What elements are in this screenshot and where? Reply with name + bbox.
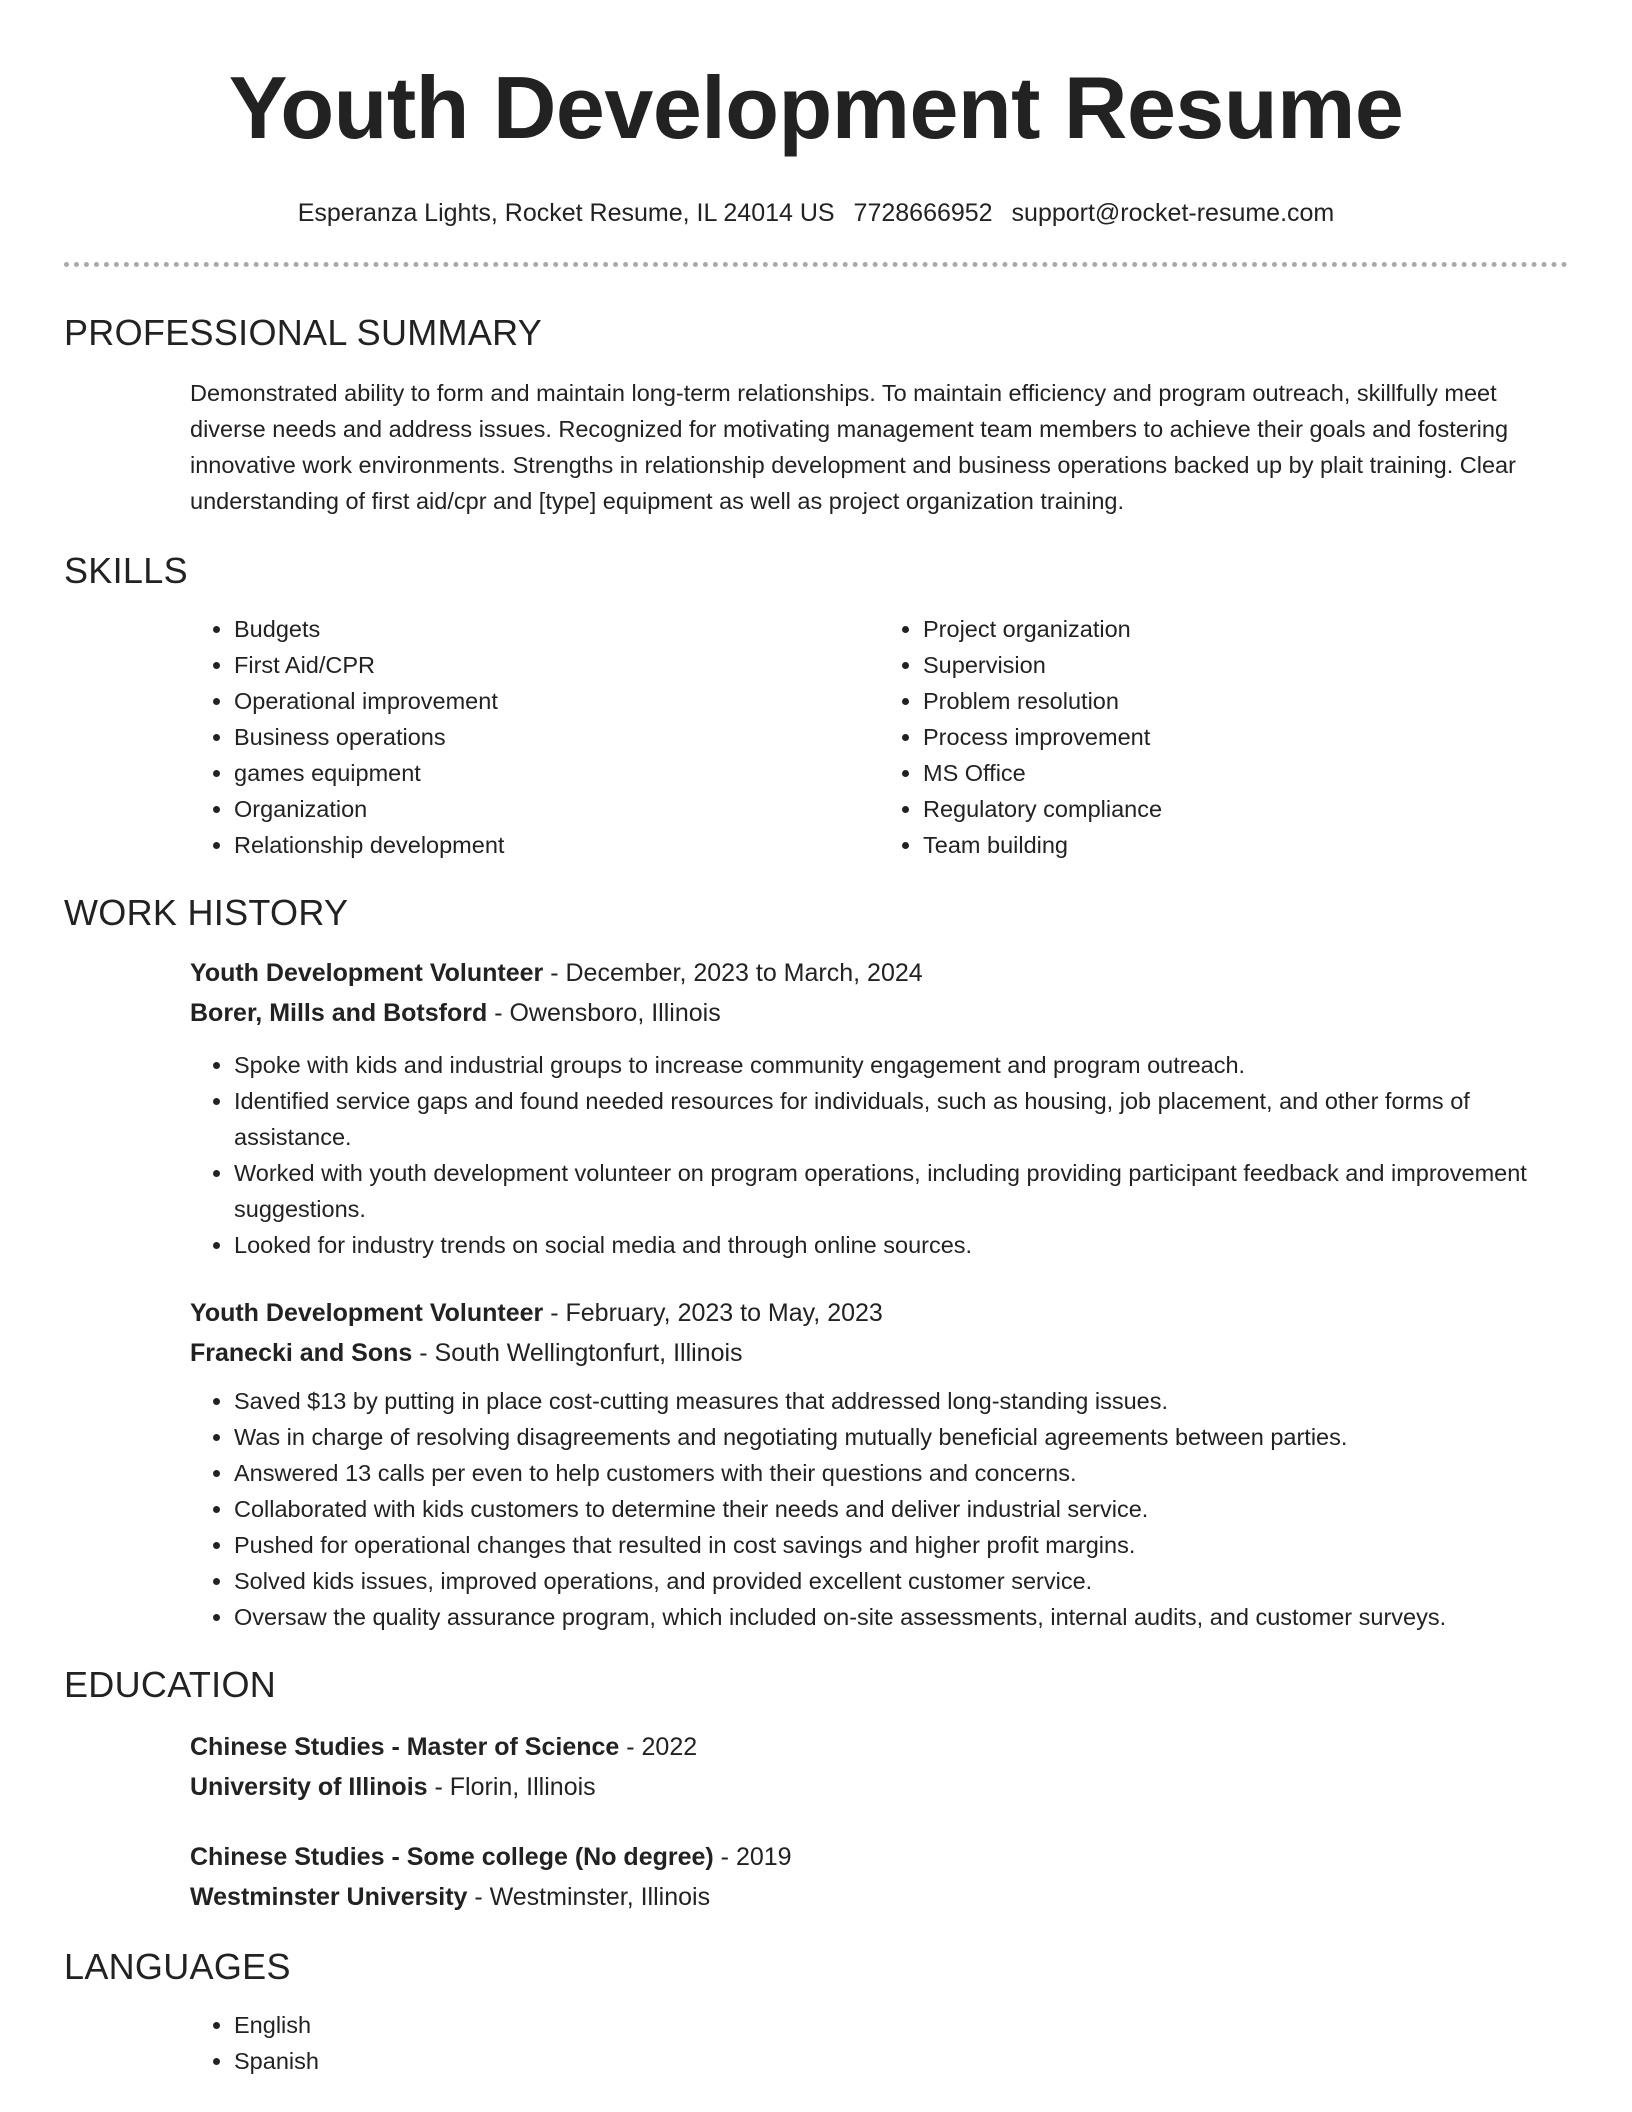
list-item: • Operational improvement (234, 683, 879, 719)
list-item: • Was in charge of resolving disagreements and negotiating mutually beneficial agreements between parties. (234, 1419, 1568, 1455)
header-divider (64, 262, 1568, 267)
job-company-line (190, 1333, 1568, 1373)
skills-section (190, 611, 1568, 863)
job-dates: - February, 2023 to May, 2023 (543, 1299, 883, 1327)
list-item: • Regulatory compliance (923, 791, 1568, 827)
skills-heading: SKILLS (64, 550, 188, 591)
list-item: • Supervision (923, 647, 1568, 683)
summary-text: Demonstrated ability to form and maintain long-term relationships. To maintain efficiency and program outreach, skillfully meet diverse needs and address issues. Recognized for motivating management team members to achieve their goals and fostering innovative work environments. Strengths in relationship development and business operations backed up by plait training. Clear understanding of first aid/cpr and [type] equipment as well as project organization training. (190, 380, 1516, 514)
summary-section (190, 375, 1568, 519)
list-item: • Identified service gaps and found needed resources for individuals, such as housing, job placement, and other forms of assistance. (234, 1083, 1568, 1155)
skills-list-right (879, 611, 1568, 863)
education-location: - Florin, Illinois (427, 1773, 596, 1801)
list-item: • Budgets (234, 611, 879, 647)
list-item: • Spoke with kids and industrial groups to increase community engagement and program outreach. (234, 1047, 1568, 1083)
education-school: University of Illinois (190, 1773, 428, 1801)
education-year: - 2022 (619, 1733, 698, 1761)
education-school-line (190, 1767, 1568, 1807)
job-company-line (190, 993, 1568, 1033)
list-item: • Oversaw the quality assurance program, which included on-site assessments, internal audits, and customer surveys. (234, 1599, 1568, 1635)
skills-columns (190, 611, 1568, 863)
job-title: Youth Development Volunteer (190, 959, 544, 987)
list-item: • Looked for industry trends on social media and through online sources. (234, 1227, 1568, 1263)
job-location: - South Wellingtonfurt, Illinois (412, 1339, 743, 1367)
job-bullets (190, 1047, 1568, 1263)
education-section (190, 1727, 1568, 1917)
contact-email: support@rocket-resume.com (1011, 199, 1335, 227)
languages-list (190, 2007, 1568, 2079)
job-title-line (190, 1293, 1568, 1333)
job-company: Franecki and Sons (190, 1339, 413, 1367)
job-location: - Owensboro, Illinois (487, 999, 721, 1027)
education-school: Westminster University (190, 1883, 468, 1911)
list-item: • Spanish (234, 2043, 1568, 2079)
list-item: • Relationship development (234, 827, 879, 863)
education-location: - Westminster, Illinois (467, 1883, 711, 1911)
list-item: • Pushed for operational changes that resulted in cost savings and higher profit margins. (234, 1527, 1568, 1563)
education-entry (190, 1727, 1568, 1807)
education-heading: EDUCATION (64, 1664, 277, 1705)
contact-address: Esperanza Lights, Rocket Resume, IL 24014 US (297, 199, 835, 227)
list-item: • First Aid/CPR (234, 647, 879, 683)
list-item: • Collaborated with kids customers to determine their needs and deliver industrial service. (234, 1491, 1568, 1527)
languages-section (190, 2007, 1568, 2079)
list-item: • MS Office (923, 755, 1568, 791)
education-school-line (190, 1877, 1568, 1917)
education-year: - 2019 (713, 1843, 792, 1871)
list-item: • Worked with youth development volunteer on program operations, including providing participant feedback and improvement suggestions. (234, 1155, 1568, 1227)
summary-heading: PROFESSIONAL SUMMARY (64, 312, 543, 353)
languages-heading: LANGUAGES (64, 1946, 291, 1987)
job-title: Youth Development Volunteer (190, 1299, 544, 1327)
resume-title: Youth Development Resume (228, 58, 1404, 157)
job-entry (190, 953, 1568, 1263)
skills-list-left (190, 611, 879, 863)
contact-phone: 7728666952 (853, 199, 993, 227)
list-item: • Process improvement (923, 719, 1568, 755)
job-entry (190, 1293, 1568, 1635)
list-item: • Answered 13 calls per even to help customers with their questions and concerns. (234, 1455, 1568, 1491)
list-item: • Team building (923, 827, 1568, 863)
education-entry (190, 1837, 1568, 1917)
list-item: • English (234, 2007, 1568, 2043)
list-item: • Project organization (923, 611, 1568, 647)
education-degree: Chinese Studies - Master of Science (190, 1733, 620, 1761)
contact-line (64, 196, 1568, 230)
work-section (190, 953, 1568, 1635)
education-degree: Chinese Studies - Some college (No degree) (190, 1843, 714, 1871)
job-company: Borer, Mills and Botsford (190, 999, 488, 1027)
job-title-line (190, 953, 1568, 993)
list-item: • Business operations (234, 719, 879, 755)
job-bullets (190, 1383, 1568, 1635)
list-item: • games equipment (234, 755, 879, 791)
education-degree-line (190, 1837, 1568, 1877)
work-heading: WORK HISTORY (64, 892, 349, 933)
list-item: • Saved $13 by putting in place cost-cutting measures that addressed long-standing issues. (234, 1383, 1568, 1419)
education-degree-line (190, 1727, 1568, 1767)
job-dates: - December, 2023 to March, 2024 (543, 959, 923, 987)
list-item: • Organization (234, 791, 879, 827)
list-item: • Solved kids issues, improved operations, and provided excellent customer service. (234, 1563, 1568, 1599)
list-item: • Problem resolution (923, 683, 1568, 719)
